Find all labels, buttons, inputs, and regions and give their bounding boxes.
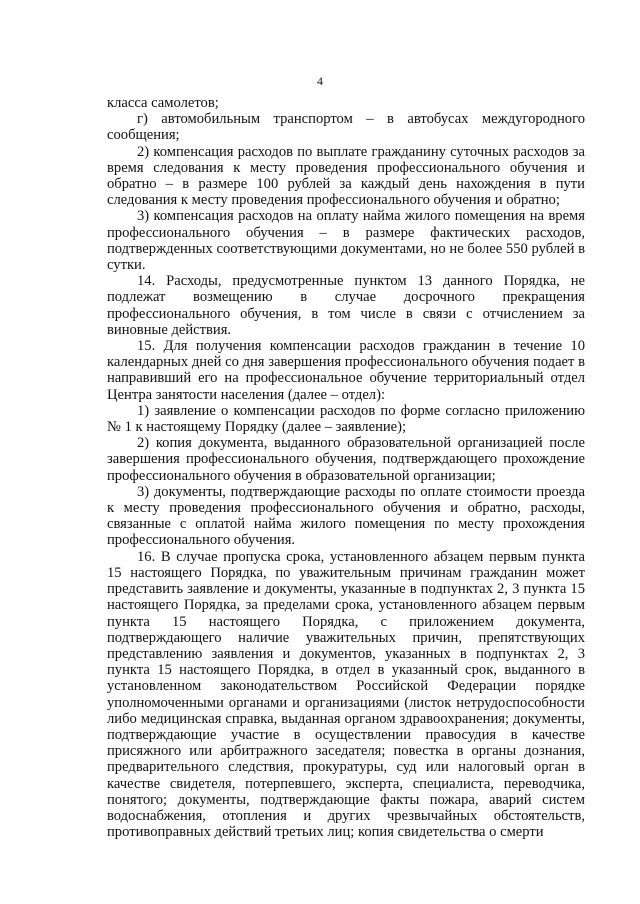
paragraph-clause-15-item-2: 2) копия документа, выданного образовательной организацией после завершения профессионального обучения, подтверждающего прохождение профессионального обучения в образовательной организации; [107,435,585,484]
paragraph-clause-15-item-3: 3) документы, подтверждающие расходы по оплате стоимости проезда к месту проведения профессионального обучения и обратно, расходы, связанные с оплатой найма жилого помещения по месту прохождения профессионального обучения. [107,483,585,549]
paragraph-clause-15: 15. Для получения компенсации расходов гражданин в течение 10 календарных дней со дня завершения профессионального обучения подает в направивший его на профессиональное обучение территориальный отдел Центра занятости населения (далее – отдел): [107,338,585,403]
paragraph-clause-15-item-1: 1) заявление о компенсации расходов по форме согласно приложению № 1 к настоящему Порядку (далее – заявление); [107,402,585,436]
paragraph-item-3: 3) компенсация расходов на оплату найма жилого помещения на время профессионального обучения – в размере фактических расходов, подтвержденных соответствующими документами, но не более 550 рублей в сутки. [107,208,585,274]
paragraph-item-2: 2) компенсация расходов по выплате гражданину суточных расходов за время следования к месту проведения профессионального обучения и обратно – в размере 100 рублей за каждый день нахождения в пути следования к месту проведения профессионального обучения и обратно; [107,143,585,209]
paragraph-clause-14: 14. Расходы, предусмотренные пунктом 13 данного Порядка, не подлежат возмещению в случае досрочного прекращения профессионального обучения, в том числе в связи с отчислением за виновные действия. [107,273,585,338]
paragraph-item-g: г) автомобильным транспортом – в автобусах междугородного сообщения; [107,111,585,144]
page-number: 4 [317,74,323,88]
paragraph-continuation: класса самолетов; [107,95,219,111]
paragraph-clause-16: 16. В случае пропуска срока, установленного абзацем первым пункта 15 настоящего Порядка, по уважительным причинам гражданин может представить заявление и документы, указанные в подпунктах 2, 3 пункта 15 настоящего Порядка, за пределами срока, установленного абзацем первым пункта 15 настоящего Порядка, с приложением документа, подтверждающего наличие уважительных причин, препятствующих представлению заявления и документов, указанных в подпунктах 2, 3 пункта 15 настоящего Порядка, в отдел в указанный срок, выданного в установленном законодательством Российской Федерации порядке уполномоченными органами и организациями (листок нетрудоспособности либо медицинская справка, выданная органом здравоохранения; документы, подтверждающие участие в осуществлении правосудия в качестве присяжного или арбитражного заседателя; повестка в органы дознания, предварительного следствия, прокуратуры, суд или налоговый орган в качестве свидетеля, потерпевшего, эксперта, специалиста, переводчика, понятого; документы, подтверждающие факты пожара, аварий систем водоснабжения, отопления и других чрезвычайных обстоятельств, противоправных действий третьих лиц; копия свидетельства о смерти [107,548,585,841]
document-body [107,95,585,840]
